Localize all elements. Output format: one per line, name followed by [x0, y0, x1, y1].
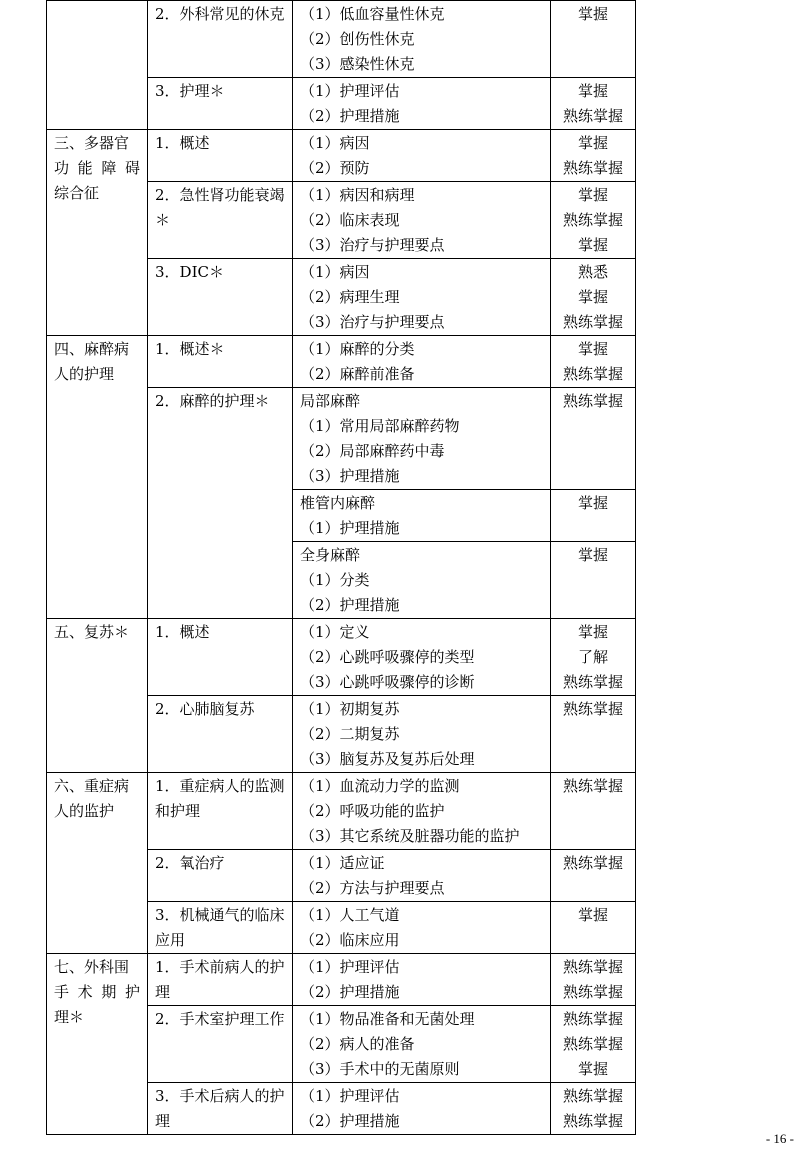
content-line: （1）护理评估: [300, 82, 400, 100]
content-line: （1）护理措施: [300, 519, 400, 537]
topic-cell: 1．概述: [148, 619, 293, 696]
content-cell: [293, 542, 551, 619]
requirement-cell: [551, 78, 636, 130]
unit-cell: [47, 336, 148, 619]
content-line: （2）呼吸功能的监护: [300, 802, 445, 820]
topic-cell: 2．氧治疗: [148, 850, 293, 902]
requirement-level: 掌握: [577, 5, 608, 23]
requirement-level: 熟练掌握: [562, 211, 623, 229]
content-line: （2）护理措施: [300, 596, 400, 614]
content-line: （1）定义: [300, 623, 370, 641]
requirement-level: 掌握: [577, 236, 608, 254]
content-line: （2）创伤性休克: [300, 30, 415, 48]
topic-cell: 3．DIC＊: [148, 259, 293, 336]
content-line: （1）分类: [300, 571, 370, 589]
content-line: （1）常用局部麻醉药物: [300, 417, 460, 435]
requirement-cell: [551, 902, 636, 954]
requirement-level: 熟练掌握: [562, 983, 623, 1001]
content-cell: [293, 490, 551, 542]
requirement-level: 掌握: [577, 546, 608, 564]
requirement-level: 掌握: [577, 186, 608, 204]
content-cell: [293, 1006, 551, 1083]
requirement-cell: [551, 619, 636, 696]
content-line: （2）临床应用: [300, 931, 400, 949]
content-line: （1）适应证: [300, 854, 385, 872]
unit-cell: [47, 954, 148, 1135]
content-cell: [293, 336, 551, 388]
topic-cell: 1．概述＊: [148, 336, 293, 388]
table-row: [47, 619, 636, 696]
topic-cell: 3．机械通气的临床应用: [148, 902, 293, 954]
requirement-level: 熟练掌握: [562, 1112, 623, 1130]
content-line: （3）治疗与护理要点: [300, 236, 445, 254]
unit-title-line: 人的监护: [54, 802, 115, 820]
topic-cell: 3．手术后病人的护理: [148, 1083, 293, 1135]
requirement-cell: [551, 542, 636, 619]
content-cell: [293, 182, 551, 259]
topic-cell: 1．手术前病人的护理: [148, 954, 293, 1006]
content-line: 椎管内麻醉: [300, 494, 376, 512]
unit-cell: [47, 130, 148, 336]
topic-cell: 2．急性肾功能衰竭＊: [148, 182, 293, 259]
syllabus-table: [46, 0, 636, 1135]
content-line: （1）物品准备和无菌处理: [300, 1010, 475, 1028]
requirement-level: 了解: [577, 648, 608, 666]
requirement-level: 掌握: [577, 134, 608, 152]
content-line: （1）麻醉的分类: [300, 340, 415, 358]
content-line: （2）护理措施: [300, 1112, 400, 1130]
content-cell: [293, 259, 551, 336]
requirement-level: 熟练掌握: [562, 365, 623, 383]
content-cell: [293, 696, 551, 773]
content-cell: [293, 388, 551, 490]
requirement-cell: [551, 773, 636, 850]
topic-cell: 3．护理＊: [148, 78, 293, 130]
table-row: [47, 773, 636, 850]
requirement-level: 掌握: [577, 906, 608, 924]
unit-title-line: 四、麻醉病: [54, 340, 130, 358]
requirement-level: 掌握: [577, 82, 608, 100]
topic-cell: 2．心肺脑复苏: [148, 696, 293, 773]
requirement-level: 掌握: [577, 1060, 608, 1078]
unit-title-line: 人的护理: [54, 365, 115, 383]
requirement-cell: [551, 1083, 636, 1135]
requirement-cell: [551, 1006, 636, 1083]
unit-title-line: 综合征: [54, 184, 100, 202]
content-cell: [293, 78, 551, 130]
requirement-level: 熟练掌握: [562, 673, 623, 691]
requirement-level: 熟练掌握: [562, 392, 623, 410]
requirement-level: 掌握: [577, 494, 608, 512]
table-row: [47, 1, 636, 78]
content-line: （1）人工气道: [300, 906, 400, 924]
requirement-cell: [551, 182, 636, 259]
content-line: （2）护理措施: [300, 107, 400, 125]
table-row: [47, 130, 636, 182]
content-line: （2）麻醉前准备: [300, 365, 415, 383]
content-line: （2）临床表现: [300, 211, 400, 229]
topic-cell: 2．麻醉的护理＊: [148, 388, 293, 619]
requirement-level: 熟练掌握: [562, 313, 623, 331]
topic-cell: 2．手术室护理工作: [148, 1006, 293, 1083]
unit-title-line: 理＊: [54, 1008, 85, 1026]
requirement-level: 熟练掌握: [562, 159, 623, 177]
topic-cell: 1．概述: [148, 130, 293, 182]
content-line: （3）手术中的无菌原则: [300, 1060, 460, 1078]
requirement-cell: [551, 490, 636, 542]
requirement-cell: [551, 336, 636, 388]
content-cell: [293, 130, 551, 182]
content-line: （2）方法与护理要点: [300, 879, 445, 897]
unit-title-line: 功能障碍: [54, 159, 140, 177]
unit-cell: [47, 619, 148, 773]
content-line: （3）感染性休克: [300, 55, 415, 73]
content-line: （1）低血容量性休克: [300, 5, 445, 23]
requirement-level: 熟悉: [577, 263, 608, 281]
requirement-level: 熟练掌握: [562, 777, 623, 795]
content-line: 局部麻醉: [300, 392, 361, 410]
unit-title-line: 三、多器官: [54, 134, 130, 152]
content-line: （1）病因: [300, 134, 370, 152]
unit-title-line: 五、复苏＊: [54, 623, 130, 641]
content-line: （1）初期复苏: [300, 700, 400, 718]
requirement-cell: [551, 696, 636, 773]
content-line: （2）局部麻醉药中毒: [300, 442, 445, 460]
content-line: （2）病人的准备: [300, 1035, 415, 1053]
table-row: [47, 336, 636, 388]
content-line: （2）护理措施: [300, 983, 400, 1001]
page-number: - 16 -: [765, 1131, 794, 1146]
requirement-level: 掌握: [577, 623, 608, 641]
requirement-cell: [551, 954, 636, 1006]
unit-title-line: 手术期护: [54, 983, 140, 1001]
requirement-level: 熟练掌握: [562, 107, 623, 125]
topic-cell: 2．外科常见的休克: [148, 1, 293, 78]
content-line: （1）血流动力学的监测: [300, 777, 460, 795]
table-row: [47, 954, 636, 1006]
content-cell: [293, 902, 551, 954]
content-line: （3）护理措施: [300, 467, 400, 485]
content-cell: [293, 954, 551, 1006]
topic-cell: 1．重症病人的监测和护理: [148, 773, 293, 850]
requirement-level: 熟练掌握: [562, 854, 623, 872]
content-line: （2）预防: [300, 159, 370, 177]
requirement-cell: [551, 1, 636, 78]
requirement-level: 熟练掌握: [562, 1010, 623, 1028]
content-line: （2）二期复苏: [300, 725, 400, 743]
unit-title-line: 六、重症病: [54, 777, 130, 795]
requirement-level: 掌握: [577, 288, 608, 306]
requirement-cell: [551, 850, 636, 902]
unit-cell-continued: [47, 1, 148, 130]
content-line: （3）脑复苏及复苏后处理: [300, 750, 475, 768]
unit-cell: [47, 773, 148, 954]
content-line: （3）其它系统及脏器功能的监护: [300, 827, 520, 845]
requirement-cell: [551, 259, 636, 336]
content-line: （1）护理评估: [300, 1087, 400, 1105]
requirement-level: 熟练掌握: [562, 700, 623, 718]
requirement-cell: [551, 130, 636, 182]
content-line: （1）病因: [300, 263, 370, 281]
content-line: （2）病理生理: [300, 288, 400, 306]
content-line: （3）治疗与护理要点: [300, 313, 445, 331]
content-line: （1）病因和病理: [300, 186, 415, 204]
content-line: （3）心跳呼吸骤停的诊断: [300, 673, 475, 691]
requirement-level: 熟练掌握: [562, 958, 623, 976]
content-line: （2）心跳呼吸骤停的类型: [300, 648, 475, 666]
requirement-level: 熟练掌握: [562, 1035, 623, 1053]
requirement-cell: [551, 388, 636, 490]
content-line: （1）护理评估: [300, 958, 400, 976]
content-cell: [293, 619, 551, 696]
content-cell: [293, 1, 551, 78]
content-cell: [293, 850, 551, 902]
unit-title-line: 七、外科围: [54, 958, 130, 976]
content-cell: [293, 773, 551, 850]
content-line: 全身麻醉: [300, 546, 361, 564]
requirement-level: 熟练掌握: [562, 1087, 623, 1105]
content-cell: [293, 1083, 551, 1135]
requirement-level: 掌握: [577, 340, 608, 358]
